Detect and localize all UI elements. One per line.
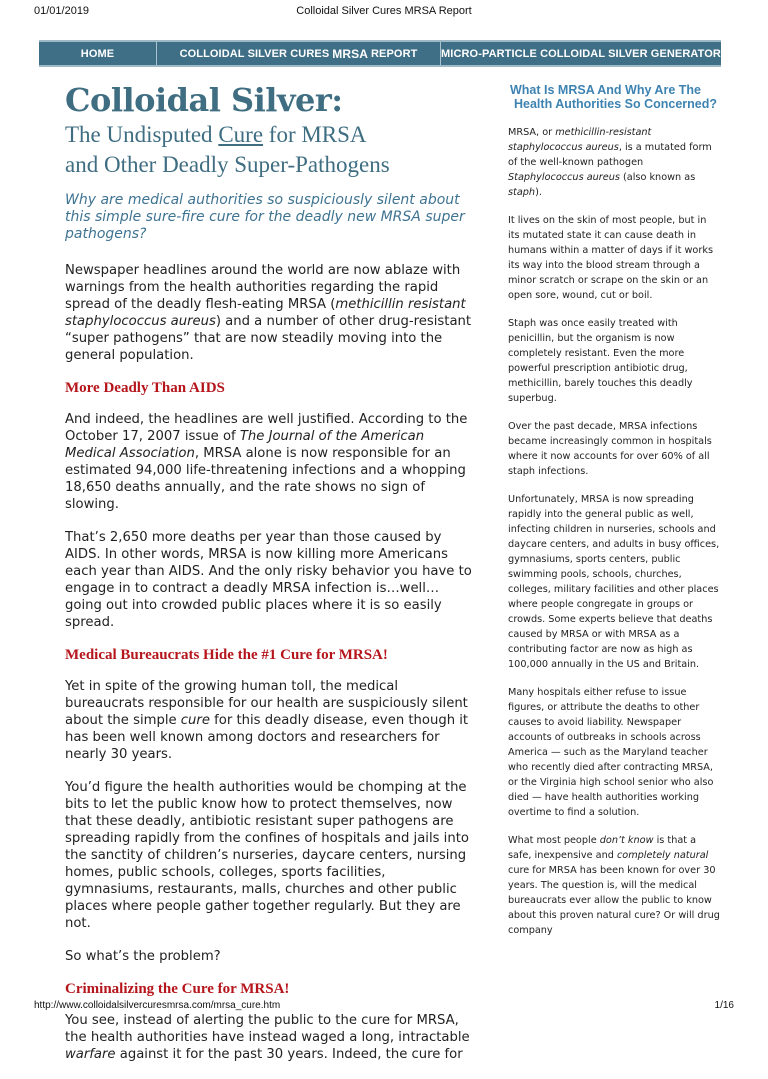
paragraph-7: [65, 1012, 475, 1063]
print-title: Colloidal Silver Cures MRSA Report: [296, 5, 472, 17]
p2-emphasis: The Journal of the American Medical Association: [65, 429, 425, 461]
s1-em3: staph: [508, 187, 536, 198]
s7-a: What most people: [508, 835, 600, 846]
nav-generator-link[interactable]: [441, 42, 721, 65]
sidebar-paragraph-2: It lives on the skin of most people, but in its mutated state it can cause death in humans within a matter of days if it works its way into the blood stream through a minor scratch or scrape on the skin or an open sore, wound, cut or boil.: [508, 215, 713, 301]
p1-text-b: ) and a number of other drug-resistant “super pathogens” that are now steadily moving into the general population.: [65, 314, 472, 363]
nav-home-link[interactable]: [39, 42, 157, 65]
p7-emphasis: warfare: [65, 1047, 116, 1062]
p1-text-a: Newspaper headlines around the world are now ablaze with warnings from the health authorities regarding the rapid spread of the deadly flesh-eating MRSA (: [65, 263, 461, 312]
p1-emphasis: methicillin resistant staphylococcus aureus: [65, 297, 466, 329]
s1-em1: methicillin-resistant staphylococcus aureus: [508, 127, 652, 153]
paragraph-1: [65, 262, 475, 364]
p4-text-a: Yet in spite of the growing human toll, the medical bureaucrats responsible for our health are suspiciously silent about the simple: [65, 679, 468, 728]
paragraph-3: That’s 2,650 more deaths per year than those caused by AIDS. In other words, MRSA is now killing more Americans each year than AIDS. And the only risky behavior you have to engage in to contract a deadly MRSA infection is…well…going out into crowded public places where it is so easily spread.: [65, 530, 472, 630]
page-subtitle: [65, 120, 475, 180]
p2-text-a: And indeed, the headlines are well justified. According to the October 17, 2007 issue of: [65, 412, 468, 444]
s1-a: MRSA, or: [508, 127, 556, 138]
sidebar-paragraph-4: Over the past decade, MRSA infections became increasingly common in hospitals where it now accounts for over 60% of all staph infections.: [508, 421, 712, 477]
sidebar-paragraph-1: [508, 125, 720, 200]
s1-d: ).: [535, 187, 542, 198]
intro-question: Why are medical authorities so suspiciously silent about this simple sure-fire cure for the deadly new MRSA super pathogens?: [65, 192, 465, 242]
subtitle-line2: and Other Deadly Super-Pathogens: [65, 152, 390, 177]
subtitle-underlined: Cure: [218, 122, 264, 147]
paragraph-6: So what’s the problem?: [65, 949, 221, 964]
sidebar: [508, 83, 720, 951]
paragraph-2: [65, 411, 475, 513]
nav-report-label-strong: MRSA: [332, 46, 368, 61]
heading-more-deadly: More Deadly Than AIDS: [65, 380, 225, 396]
top-navigation: [39, 40, 721, 67]
p2-text-b: , MRSA alone is now responsible for an estimated 94,000 life-threatening infections and a whopping 18,650 deaths annually, and the rate shows no sign of slowing.: [65, 446, 466, 512]
sidebar-title: What Is MRSA And Why Are The Health Authorities So Concerned?: [510, 83, 718, 111]
paragraph-4: [65, 678, 475, 763]
nav-generator-label: MICRO-PARTICLE COLLOIDAL SILVER GENERATOR: [441, 47, 721, 60]
print-page-number: 1/16: [714, 1000, 734, 1011]
sidebar-paragraph-7: [508, 833, 720, 938]
heading-criminalizing: Criminalizing the Cure for MRSA!: [65, 981, 290, 997]
print-date: 01/01/2019: [34, 5, 90, 17]
sidebar-paragraph-5: Unfortunately, MRSA is now spreading rapidly into the general public as well, infecting children in nurseries, schools and daycare centers, and adults in busy offices, gymnasiums, sports centers, public swimming pools, schools, churches, colleges, military facilities and other places where people congregate in groups or crowds. Some experts believe that deaths caused by MRSA or with MRSA as a contributing factor are now as high as 100,000 annually in the US and Britain.: [508, 494, 720, 670]
page-title: Colloidal Silver:: [65, 81, 343, 119]
p7-text-a: You see, instead of alerting the public to the cure for MRSA, the health authorities have instead waged a long, intractable: [65, 1013, 470, 1045]
s7-em1: don’t know: [599, 835, 654, 846]
nav-mrsa-report-link[interactable]: [157, 42, 441, 65]
s7-b: is that a safe, inexpensive and: [508, 835, 697, 861]
nav-home-label: HOME: [80, 47, 115, 60]
print-url: http://www.colloidalsilvercuresmrsa.com/mrsa_cure.htm: [34, 1000, 281, 1011]
heading-bureaucrats: Medical Bureaucrats Hide the #1 Cure for MRSA!: [65, 647, 388, 663]
print-header: [0, 0, 768, 22]
s7-em2: completely natural: [616, 850, 709, 861]
s1-c: (also known as: [619, 172, 696, 183]
paragraph-5: You’d figure the health authorities would be chomping at the bits to let the public know how to protect themselves, now that these deadly, antibiotic resistant super pathogens are spreading rapidly from the confines of hospitals and jails into the sanctity of children’s nurseries, daycare centers, nursing homes, public schools, colleges, sports facilities, gymnasiums, restaurants, malls, churches and other public places where people gather together regularly. But they are not.: [65, 780, 469, 931]
main-article: [65, 80, 475, 1079]
p4-text-b: for this deadly disease, even though it has been well known among doctors and researchers for nearly 30 years.: [65, 713, 469, 762]
p4-emphasis: cure: [180, 713, 210, 728]
p7-text-b: against it for the past 30 years. Indeed, the cure for: [115, 1047, 463, 1062]
sidebar-paragraph-6: Many hospitals either refuse to issue figures, or attribute the deaths to other causes to avoid liability. Newspaper accounts of outbreaks in schools across America — such as the Maryland teacher who recently died after contracting MRSA, or the Virginia high school senior who also died — have health authorities working overtime to find a solution.: [508, 687, 714, 818]
s7-c: cure for MRSA has been known for over 30 years. The question is, will the medical bureaucrats ever allow the public to know about this proven natural cure? Or will drug company: [508, 865, 720, 936]
subtitle-pre: The Undisputed: [65, 122, 219, 147]
subtitle-post: for MRSA: [263, 122, 367, 147]
nav-report-label-post: REPORT: [371, 47, 418, 60]
s1-em2: Staphylococcus aureus: [508, 172, 620, 183]
s1-b: , is a mutated form of the well-known pathogen: [508, 142, 712, 168]
sidebar-paragraph-3: Staph was once easily treated with penicillin, but the organism is now completely resistant. Even the more powerful prescription antibiotic drug, methicillin, barely touches this deadly superbug.: [508, 318, 693, 404]
nav-report-label-pre: COLLOIDAL SILVER CURES: [179, 47, 330, 60]
